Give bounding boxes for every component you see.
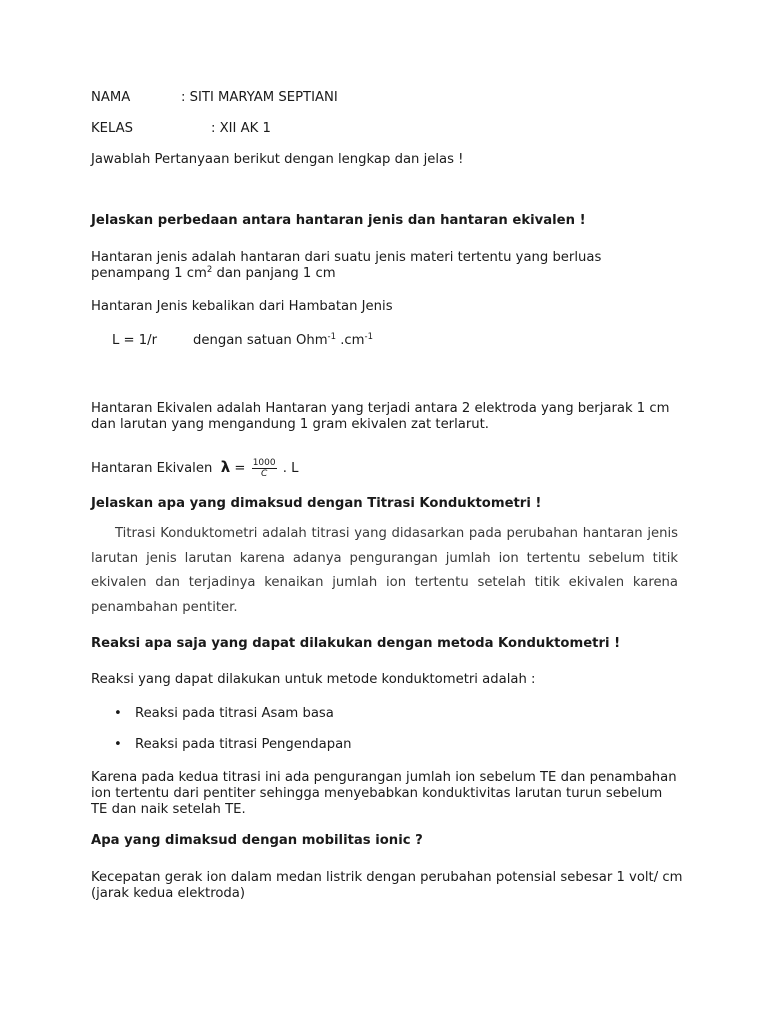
bullet-icon: • (114, 737, 122, 752)
lambda-symbol: λ (220, 458, 231, 476)
kelas-value: : XII AK 1 (211, 121, 271, 136)
question-1: Jelaskan perbedaan antara hantaran jenis dan hantaran ekivalen ! (91, 213, 586, 228)
formula-tail: . L (282, 461, 299, 476)
nama-value: : SITI MARYAM SEPTIANI (181, 90, 338, 105)
bullet-icon: • (114, 706, 122, 721)
formula-hantaran-ekivalen (91, 452, 299, 482)
hantaran-ekivalen-definition: Hantaran Ekivalen adalah Hantaran yang terjadi antara 2 elektroda yang berjarak 1 cm dan larutan yang mengandung 1 gram ekivalen zat terlarut. (91, 401, 670, 432)
hantaran-jenis-definition (91, 250, 631, 282)
formula-unit (193, 333, 373, 349)
titrasi-konduktometri-answer: Titrasi Konduktometri adalah titrasi yang didasarkan pada perubahan hantaran jenis larutan jenis larutan karena adanya pengurangan jumlah ion tertentu sebelum titik ekivalen dan terjadinya kenaikan jumlah ion tertentu setelah titik ekivalen karena penambahan pentiter. (91, 526, 678, 615)
formula-l: L = 1/r (112, 333, 158, 348)
fraction-denominator: C (260, 468, 268, 479)
reaksi-intro: Reaksi yang dapat dilakukan untuk metode konduktometri adalah : (91, 672, 536, 687)
question-3: Reaksi apa saja yang dapat dilakukan dengan metoda Konduktometri ! (91, 636, 621, 651)
formula-unit-sup1: -1 (327, 332, 337, 342)
def1-text-b: dan panjang 1 cm (212, 266, 336, 281)
kelas-label: KELAS (91, 121, 134, 136)
instruction: Jawablah Pertanyaan berikut dengan lengkap dan jelas ! (91, 152, 464, 167)
fraction-numerator: 1000 (252, 457, 276, 468)
formula-unit-text-b: .cm (336, 333, 365, 348)
list-item (114, 706, 334, 722)
question-2: Jelaskan apa yang dimaksud dengan Titrasi Konduktometri ! (91, 496, 542, 511)
def1-superscript: 2 (206, 265, 213, 275)
equals-sign: = (234, 461, 246, 476)
formula-unit-text-a: dengan satuan Ohm (193, 333, 328, 348)
nama-label: NAMA (91, 90, 131, 105)
list-item-text: Reaksi pada titrasi Pengendapan (135, 737, 352, 752)
mobilitas-ionic-answer: Kecepatan gerak ion dalam medan listrik dengan perubahan potensial sebesar 1 volt/ cm (jarak kedua elektroda) (91, 870, 683, 901)
hantaran-jenis-kebalikan: Hantaran Jenis kebalikan dari Hambatan Jenis (91, 299, 393, 314)
kelas-row (91, 121, 271, 137)
question-4: Apa yang dimaksud dengan mobilitas ionic ? (91, 833, 423, 848)
def1-text-a: Hantaran jenis adalah hantaran dari suatu jenis materi tertentu yang berluas penampang 1 cm (91, 250, 602, 281)
list-item-text: Reaksi pada titrasi Asam basa (135, 706, 334, 721)
formula-hantaran-jenis (112, 332, 373, 349)
nama-row (91, 90, 338, 106)
ekivalen-formula-label: Hantaran Ekivalen (91, 461, 213, 476)
reaksi-explanation: Karena pada kedua titrasi ini ada pengurangan jumlah ion sebelum TE dan penambahan ion tertentu dari pentiter sehingga menyebabkan konduktivitas larutan turun sebelum TE dan naik setelah TE. (91, 770, 677, 817)
formula-unit-sup2: -1 (364, 332, 373, 342)
fraction (252, 458, 277, 479)
list-item (114, 737, 352, 753)
